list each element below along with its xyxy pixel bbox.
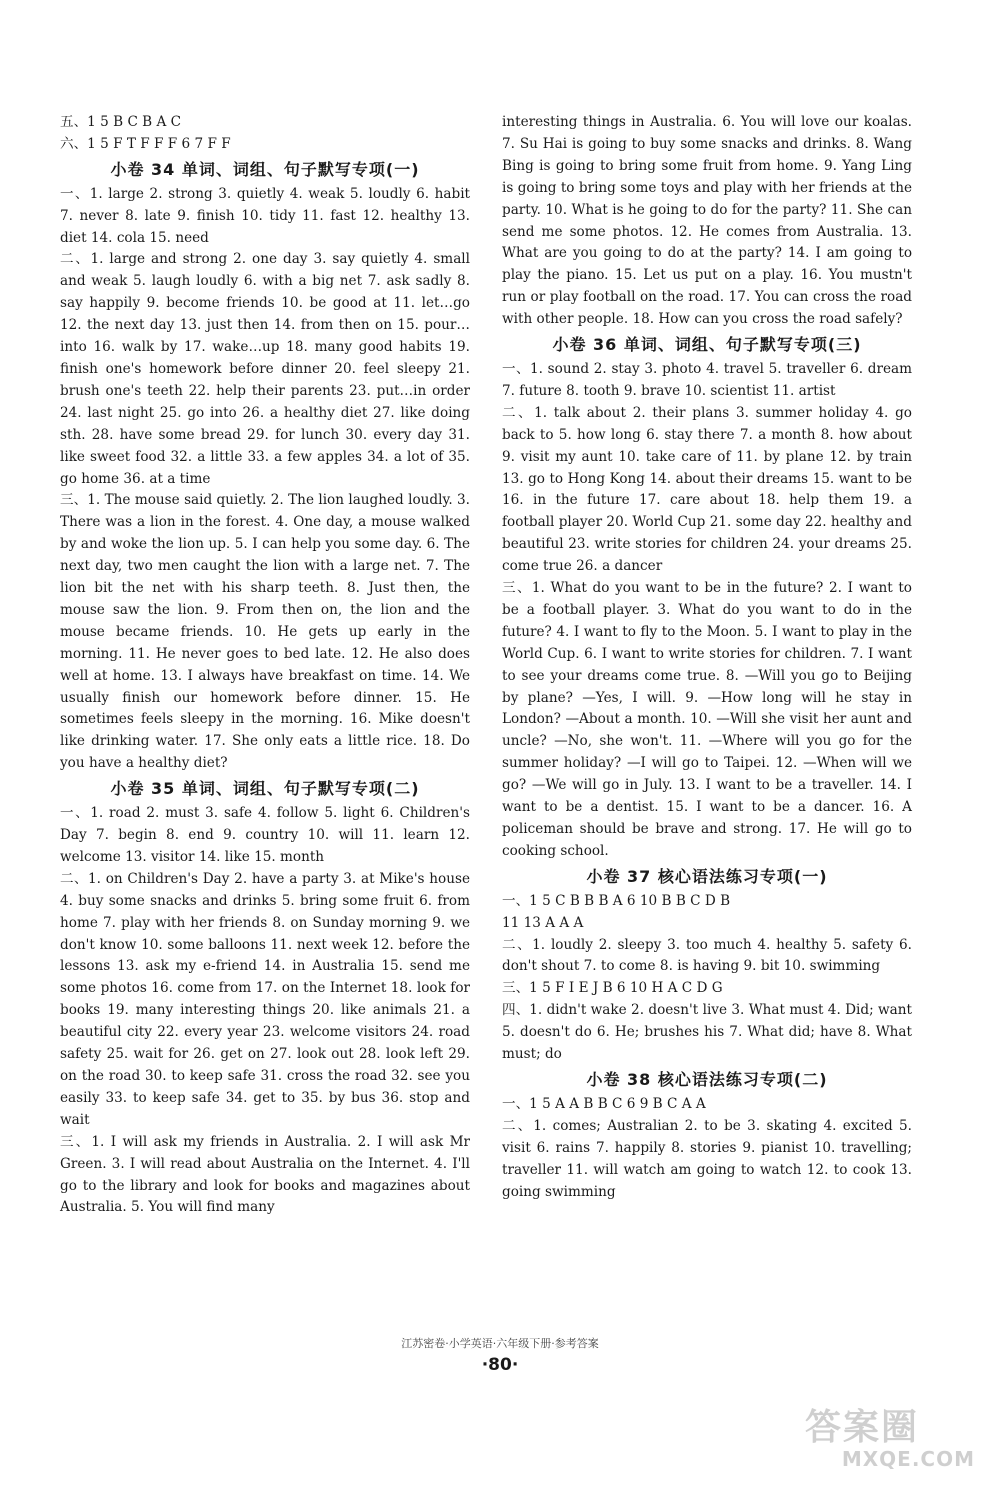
answer-paragraph: 三、1. What do you want to be in the future? 2. I want to be a football player. 3. What do you want to do in the future? 4. I want to fly to the Moon. 5. I want to play in the World Cup. 6. I want to write stories for children. 7. I want to see your dreams come true. 8. —Will you go to Beijing by plane? —Yes, I will. 9. —How long will he stay in London? —About a month. 10. —Will she visit her aunt and uncle? —No, she won't. 11. —Where will you go for the summer holiday? —I will go to Taipei. 12. —When will we go? —We will go in July. 13. I want to be a traveller. 14. I want to be a dentist. 15. I want to be a dancer. 16. A policeman should be brave and strong. 17. He will go to cooking school. <box>502 580 912 859</box>
section-title: 小卷 36 单词、词组、句子默写专项(三) <box>552 335 862 355</box>
answer-paragraph: 三、1. The mouse said quietly. 2. The lion laughed loudly. 3. There was a lion in the forest. 4. One day, a mouse walked by and woke the lion up. 5. I can help you some day. 6. The next day, two men caught the lion with a large net. 7. The lion bit the net with his sharp teeth. 8. Just then, the mouse saw the lion. 9. From then on, the lion and the mouse became friends. 10. He gets up early in the morning. 11. He never goes to bed late. 12. He also does well at home. 13. I always have breakfast on time. 14. We usually finish our homework before dinner. 15. He sometimes feels sleepy in the morning. 16. Mike doesn't like drinking water. 17. She only eats a little rice. 18. Do you have a healthy diet? <box>60 492 470 772</box>
answer-paragraph: 四、1. didn't wake 2. doesn't live 3. What must 4. Did; want 5. doesn't do 6. He; brushes his 7. What did; have 8. What must; do <box>502 1002 912 1063</box>
answer-paragraph: 一、1 5 A A B B C 6 9 B C A A <box>502 1095 706 1112</box>
footer-series-text: 江苏密卷·小学英语·六年级下册·参考答案 <box>401 1337 599 1350</box>
answer-paragraph: 一、1. sound 2. stay 3. photo 4. travel 5. traveller 6. dream 7. future 8. tooth 9. brave 10. scientist 11. artist <box>502 360 912 399</box>
answer-paragraph: 二、1. loudly 2. sleepy 3. too much 4. healthy 5. safety 6. don't shout 7. to come 8. is having 9. bit 10. swimming <box>502 936 912 975</box>
right-column <box>502 112 912 1203</box>
answer-paragraph: 一、1. road 2. must 3. safe 4. follow 5. light 6. Children's Day 7. begin 8. end 9. country 10. will 11. learn 12. welcome 13. visitor 14. like 15. month <box>60 805 470 865</box>
watermark-en-text: MXQE.COM <box>841 1447 975 1471</box>
answer-paragraph: 二、1. comes; Australian 2. to be 3. skating 4. excited 5. visit 6. rains 7. happily 8. stories 9. pianist 10. travelling; traveller 11. will watch am going to watch 12. to cook 13. going swimming <box>502 1117 912 1200</box>
page-number: ·80· <box>481 1355 519 1375</box>
watermark-logo <box>805 1408 975 1474</box>
watermark-cn-text: 答案圈 <box>805 1407 920 1448</box>
answer-paragraph: 一、1 5 C B B B A 6 10 B B C D B <box>502 892 731 909</box>
section-title: 小卷 38 核心语法练习专项(二) <box>586 1069 828 1089</box>
section-title: 小卷 35 单词、词组、句子默写专项(二) <box>110 779 420 799</box>
answer-paragraph: 11 13 A A A <box>502 914 584 931</box>
answer-paragraph: 五、1 5 B C B A C <box>60 114 182 130</box>
answer-paragraph: 一、1. large 2. strong 3. quietly 4. weak 5. loudly 6. habit 7. never 8. late 9. finish 10. tidy 11. fast 12. healthy 13. diet 14. cola 15. need <box>60 185 470 246</box>
answer-paragraph: 二、1. talk about 2. their plans 3. summer holiday 4. go back to 5. how long 6. stay there 7. a month 8. how about 9. visit my aunt 10. take care of 11. by plane 12. by train 13. go to Hong Kong 14. about their dreams 15. want to be 16. in the future 17. care about 18. help them 19. a football player 20. World Cup 21. some day 22. healthy and beautiful 23. write stories for children 24. your dreams 25. come true 26. a dancer <box>502 404 912 575</box>
answer-paragraph: 三、1. I will ask my friends in Australia. 2. I will ask Mr Green. 3. I will read about Australia on the Internet. 4. I'll go to the library and look for books and magazines about Australia. 5. You will find many <box>60 1133 470 1216</box>
answer-paragraph: 二、1. large and strong 2. one day 3. say quietly 4. small and weak 5. laugh loudly 6. with a big net 7. ask sadly 8. say happily 9. become friends 10. be good at 11. let…go 12. the next day 13. just then 14. from then on 15. pour…into 16. walk by 17. wake…up 18. many good habits 19. finish one's homework before dinner 20. feel sleepy 21. brush one's teeth 22. help their parents 23. put…in order 24. last night 25. go into 26. a healthy diet 27. like doing sth. 28. have some bread 29. for lunch 30. every day 31. like sweet food 32. a little 33. a few apples 34. a lot of 35. go home 36. at a time <box>60 251 470 487</box>
answer-paragraph: 六、1 5 F T F F F 6 7 F F <box>60 135 231 152</box>
answer-paragraph: 二、1. on Children's Day 2. have a party 3. at Mike's house 4. buy some snacks and drinks 5. bring some fruit 6. from home 7. play with her friends 8. on Sunday morning 9. we don't know 10. some balloons 11. next week 12. before the lessons 13. ask my e-friend 14. in Australia 15. send me some photos 16. come from 17. on the Internet 18. look for books 19. many interesting things 20. like animals 21. a beautiful city 22. every year 23. welcome visitors 24. road safety 25. wait for 26. get on 27. look out 28. look left 29. on the road 30. to keep safe 31. cross the road 32. see you easily 33. to keep safe 34. get to 35. by bus 36. stop and wait <box>60 870 470 1128</box>
section-title: 小卷 34 单词、词组、句子默写专项(一) <box>110 159 420 179</box>
answer-paragraph: interesting things in Australia. 6. You will love our koalas. 7. Su Hai is going to buy some snacks and drinks. 8. Wang Bing is going to bring some fruit from home. 9. Yang Ling is going to bring some toys and play with her friends at the party. 10. What is he going to do for the party? 11. She can send me some photos. 12. He comes from Australia. 13. What are you going to do at the party? 14. I am going to play the piano. 15. Let us put on a play. 16. You mustn't run or play football on the road. 17. You can cross the road with other people. 18. How can you cross the road safely? <box>502 114 912 328</box>
section-title: 小卷 37 核心语法练习专项(一) <box>586 866 828 886</box>
left-column <box>60 112 470 1219</box>
answer-paragraph: 三、1 5 F I E J B 6 10 H A C D G <box>502 980 723 997</box>
